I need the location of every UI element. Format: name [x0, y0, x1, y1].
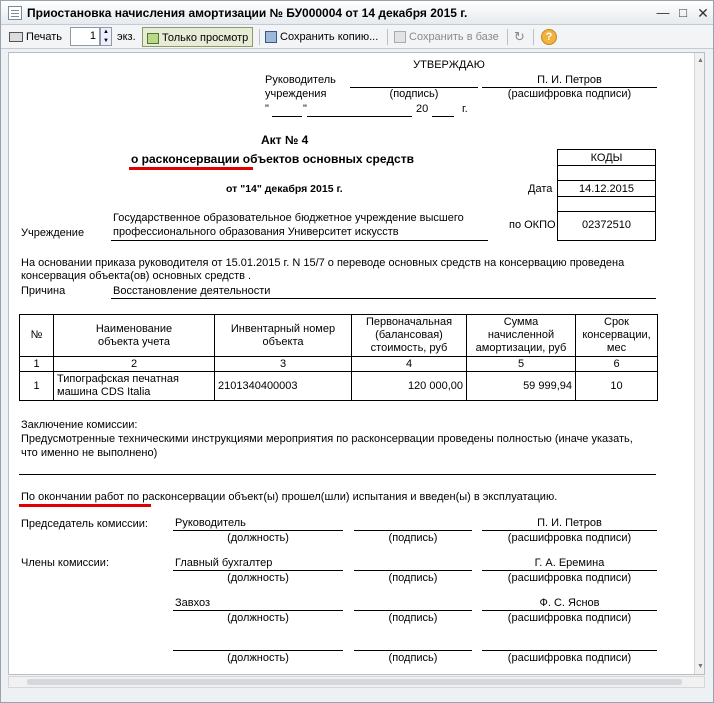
header-cell: Наименование объекта учета — [54, 315, 215, 357]
okpo-value: 02372510 — [582, 219, 631, 231]
inventory-number: 2101340400003 — [215, 372, 352, 401]
approve-heading: УТВЕРЖДАЮ — [413, 59, 485, 71]
minimize-icon[interactable]: — — [656, 5, 670, 20]
decode-hint: (расшифровка подписи) — [507, 572, 632, 584]
save-in-db-button[interactable] — [394, 27, 499, 47]
scroll-down-icon[interactable]: ▼ — [697, 663, 704, 670]
sign-hint: (подпись) — [388, 572, 438, 584]
print-button[interactable] — [9, 27, 62, 47]
table-row — [20, 372, 658, 401]
date-code-value: 14.12.2015 — [578, 183, 635, 195]
save-copy-button[interactable] — [265, 27, 378, 47]
head-label-2: учреждения — [265, 88, 327, 100]
initial-cost: 120 000,00 — [352, 372, 467, 401]
reason-label: Причина — [21, 285, 66, 297]
date-label: Дата — [528, 183, 553, 195]
column-number: 4 — [352, 357, 467, 372]
document-view[interactable] — [8, 52, 705, 675]
column-number: 5 — [467, 357, 576, 372]
position-line — [173, 610, 343, 611]
institution-underline — [111, 240, 488, 241]
chairman-position: Руководитель — [175, 517, 246, 529]
copies-unit: экз. — [117, 31, 136, 43]
member-name: Г. А. Еремина — [534, 557, 605, 569]
sign-line — [354, 570, 472, 571]
codes-divider — [557, 196, 656, 197]
decode-line — [482, 610, 657, 611]
print-label: Печать — [26, 31, 63, 43]
conclusion-underline — [19, 474, 656, 475]
member-name: Ф. С. Яснов — [539, 597, 600, 609]
date-year-suffix: г. — [462, 103, 468, 115]
header-cell: № — [20, 315, 54, 357]
refresh-icon[interactable]: ↻ — [514, 29, 525, 44]
reason-value: Восстановление деятельности — [113, 285, 271, 297]
members-label: Члены комиссии: — [21, 557, 110, 569]
title-bar[interactable] — [1, 1, 713, 25]
sign-hint: (подпись) — [388, 532, 438, 544]
sign-line — [354, 530, 472, 531]
vertical-scrollbar[interactable] — [694, 53, 705, 674]
act-subtitle-part2: объектов основных средств — [239, 152, 414, 166]
chairman-label: Председатель комиссии: — [21, 518, 148, 530]
save-copy-label: Сохранить копию... — [280, 31, 379, 43]
printer-icon — [9, 32, 23, 42]
view-only-icon — [147, 33, 159, 44]
chairman-name: П. И. Петров — [537, 517, 602, 529]
position-line — [173, 530, 343, 531]
column-number: 2 — [54, 357, 215, 372]
toolbar-separator — [507, 29, 508, 45]
view-only-toggle[interactable] — [142, 27, 253, 47]
date-month-line — [307, 116, 412, 117]
maximize-icon[interactable]: □ — [679, 5, 687, 20]
toolbar-separator — [533, 29, 534, 45]
member-position: Завхоз — [175, 597, 211, 609]
column-number: 6 — [576, 357, 658, 372]
document-icon — [8, 6, 22, 20]
table-number-row — [20, 357, 658, 372]
asset-name: Типографская печатная машина CDS Italia — [54, 372, 215, 401]
basis-line-2: консервация объекта(ов) основных средств . — [21, 270, 252, 282]
header-cell: Сумма начисленной амортизации, руб — [467, 315, 576, 357]
sign-hint: (подпись) — [388, 652, 438, 664]
finish-text: По окончании работ по расконсервации объект(ы) прошел(шли) испытания и введен(ы) в эксплуатацию. — [21, 491, 558, 503]
help-icon[interactable]: ? — [541, 29, 557, 45]
conclusion-line-1: Предусмотренные техническими инструкциями мероприятия по расконсервации проведены полностью (иначе указать, — [21, 433, 633, 445]
head-label-1: Руководитель — [265, 74, 336, 86]
decode-line — [482, 650, 657, 651]
horizontal-scrollbar[interactable] — [8, 676, 705, 688]
view-only-label: Только просмотр — [162, 32, 249, 44]
row-number: 1 — [20, 372, 54, 401]
column-number: 1 — [20, 357, 54, 372]
position-line — [173, 650, 343, 651]
position-hint: (должность) — [227, 572, 289, 584]
okpo-label: по ОКПО — [509, 219, 556, 231]
act-subtitle-part1: о расконсервации — [131, 152, 240, 166]
head-name: П. И. Петров — [537, 74, 602, 86]
codes-divider — [557, 180, 656, 181]
date-quote-close: " — [303, 103, 307, 115]
codes-divider — [557, 165, 656, 166]
save-db-icon — [394, 31, 406, 43]
toolbar — [1, 25, 713, 49]
toolbar-separator — [259, 29, 260, 45]
header-cell: Первоначальная (балансовая) стоимость, руб — [352, 315, 467, 357]
act-date: от "14" декабря 2015 г. — [226, 183, 343, 195]
act-title: Акт № 4 — [261, 133, 309, 147]
position-line — [173, 570, 343, 571]
copies-spinner[interactable]: ▲ ▼ — [100, 27, 112, 46]
close-icon[interactable]: ✕ — [697, 5, 709, 21]
codes-divider — [557, 211, 656, 212]
sign-line — [354, 610, 472, 611]
decode-hint: (расшифровка подписи) — [507, 88, 632, 100]
basis-line-1: На основании приказа руководителя от 15.01.2015 г. N 15/7 о переводе основных средств на консервацию проведена — [21, 257, 625, 269]
sign-line — [354, 650, 472, 651]
horizontal-scroll-thumb[interactable] — [27, 679, 682, 685]
member-position: Главный бухгалтер — [175, 557, 273, 569]
decode-hint: (расшифровка подписи) — [507, 652, 632, 664]
decode-line — [482, 530, 657, 531]
date-year: 20 — [416, 103, 429, 115]
institution-line-2: профессионального образования Университет искусств — [113, 226, 399, 238]
red-underline — [19, 504, 151, 507]
institution-label: Учреждение — [21, 227, 85, 239]
position-hint: (должность) — [227, 612, 289, 624]
sign-hint: (подпись) — [388, 612, 438, 624]
red-underline — [129, 167, 253, 170]
institution-line-1: Государственное образовательное бюджетное учреждение высшего — [113, 212, 464, 224]
floppy-icon — [265, 31, 277, 43]
conservation-period: 10 — [576, 372, 658, 401]
decode-line — [482, 570, 657, 571]
decode-hint: (расшифровка подписи) — [507, 612, 632, 624]
assets-table — [19, 314, 658, 401]
codes-header: КОДЫ — [590, 152, 623, 164]
copies-input[interactable]: 1 — [70, 27, 100, 46]
header-cell: Инвентарный номер объекта — [215, 315, 352, 357]
scroll-up-icon[interactable]: ▲ — [697, 57, 704, 64]
column-number: 3 — [215, 357, 352, 372]
date-quote-open: " — [265, 103, 269, 115]
date-day-line — [272, 116, 302, 117]
position-hint: (должность) — [227, 532, 289, 544]
position-hint: (должность) — [227, 652, 289, 664]
save-db-label: Сохранить в базе — [409, 31, 499, 43]
depreciation-sum: 59 999,94 — [467, 372, 576, 401]
conclusion-label: Заключение комиссии: — [21, 419, 138, 431]
date-year-line — [432, 116, 454, 117]
act-subtitle — [131, 152, 414, 166]
toolbar-separator — [387, 29, 388, 45]
table-header-row — [20, 315, 658, 357]
reason-underline — [111, 298, 656, 299]
header-cell: Срок консервации, мес — [576, 315, 658, 357]
signature-hint: (подпись) — [389, 88, 439, 100]
conclusion-line-2: что именно не выполнено) — [21, 447, 158, 459]
decode-hint: (расшифровка подписи) — [507, 532, 632, 544]
window-title: Приостановка начисления амортизации № БУ000004 от 14 декабря 2015 г. — [27, 6, 468, 20]
